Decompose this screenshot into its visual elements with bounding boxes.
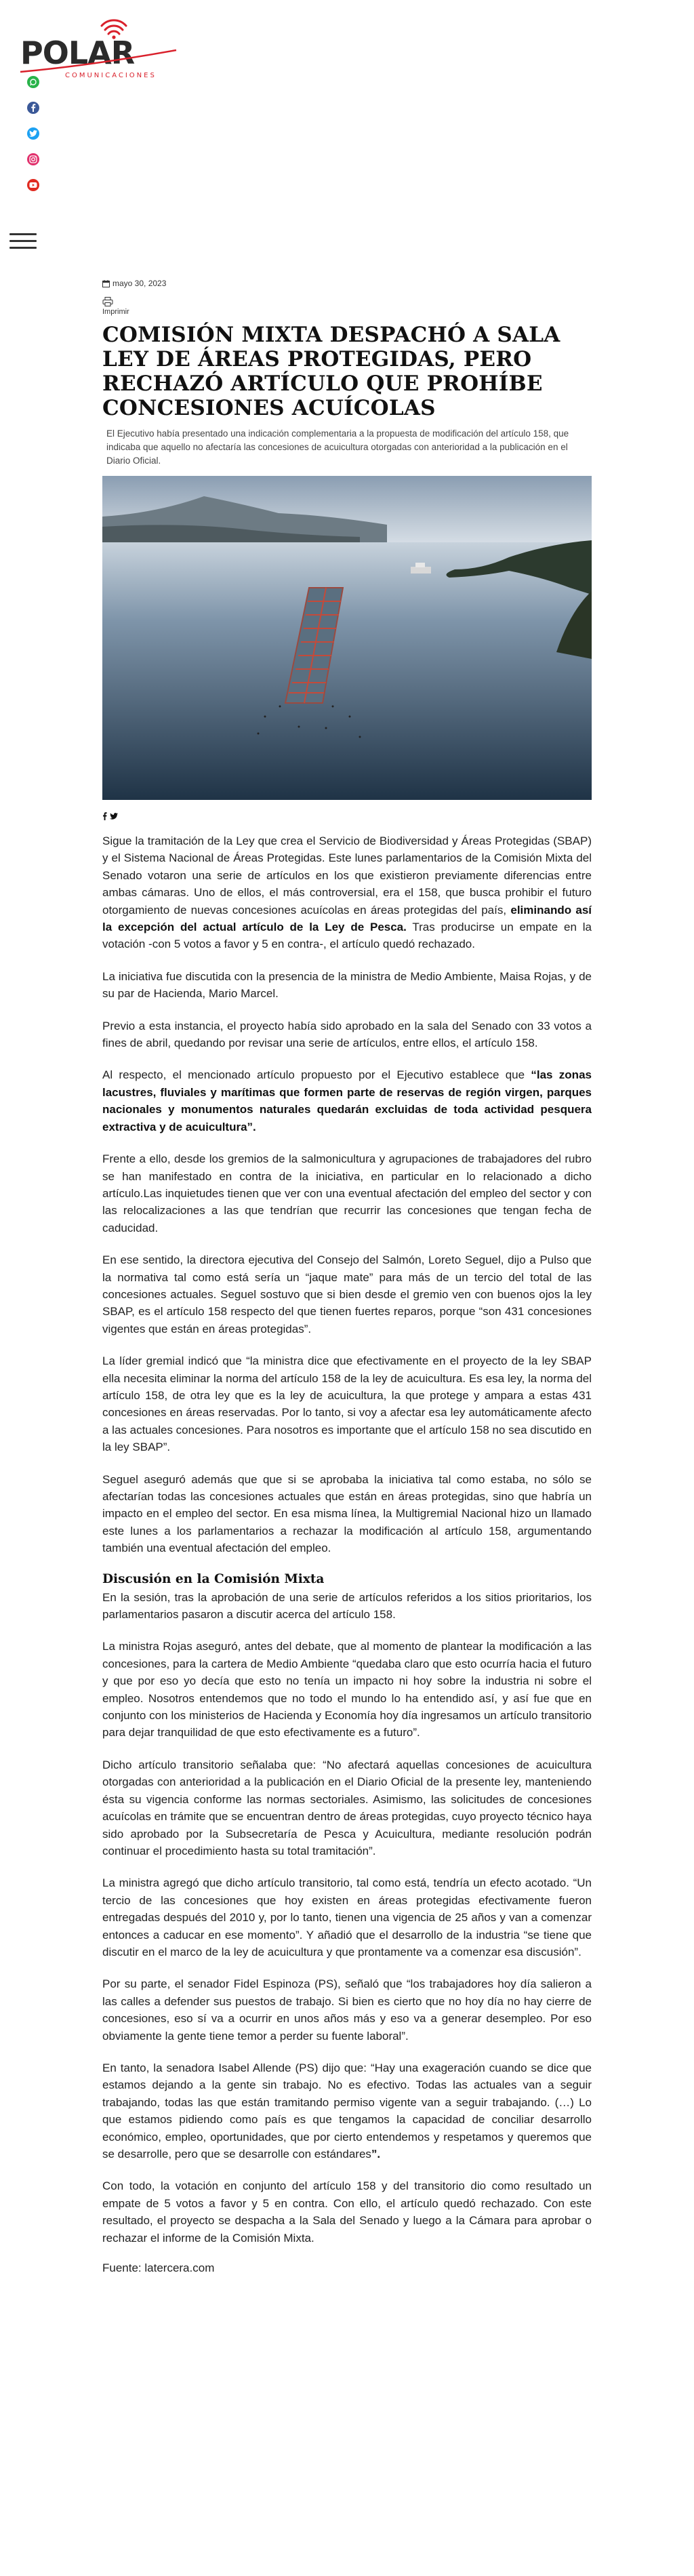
paragraph: En tanto, la senadora Isabel Allende (PS) dijo que: “Hay una exageración cuando se dice que estamos dejando a la gente sin trabajo. No es efectivo. Todas las actuales van a seguir trabajando, todas las que están tramitando permiso vigente van a seguir trabajando. (…) Lo que estamos pidiendo como país es que tengamos la capacidad de conciliar desarrollo económico, empleo, oportunidades, que por cierto entendemos y respetamos y queremos que se desarrolle, pero que se desarrolle con estándares”. [102, 2061, 592, 2160]
twitter-icon[interactable] [27, 127, 39, 140]
article-title: COMISIÓN MIXTA DESPACHÓ A SALA LEY DE ÁREAS PROTEGIDAS, PERO RECHAZÓ ARTÍCULO QUE PROHÍBE CONCESIONES ACUÍCOLAS [102, 323, 560, 420]
article-source: Fuente: latercera.com [102, 2261, 215, 2275]
paragraph: La ministra agregó que dicho artículo transitorio, tal como está, tendría un efecto acotado. “Un tercio de las concesiones que hoy existen en áreas protegidas efectivamente fueron entregadas después del 2010 y, por lo tanto, tienen una vigencia de 25 años y van a comenzar entonces a caducar en ese momento”. Y añadió que el desarrollo de la industria “se tiene que discutir en el marco de la ley de acuicultura y que prontamente va a comenzar esa discusión”. [102, 1876, 592, 1958]
menu-hamburger-icon[interactable] [9, 233, 37, 252]
paragraph: En la sesión, tras la aprobación de una serie de artículos referidos a los sitios prioritarios, los parlamentarios pasaron a discutir acerca del artículo 158. [102, 1590, 592, 1622]
youtube-icon[interactable] [27, 179, 39, 191]
calendar-icon [102, 280, 110, 287]
paragraph: Frente a ello, desde los gremios de la salmonicultura y agrupaciones de trabajadores del rubro se han manifestado en contra de la iniciativa, en particular en lo relacionado a dicho artículo.Las inquietudes tienen que ver con una eventual afectación del empleo del sector y con las relocalizaciones a las que tendrían que recurrir las concesiones que tengan fecha de caducidad. [102, 1152, 592, 1234]
facebook-share-icon[interactable] [102, 812, 107, 820]
paragraph: Sigue la tramitación de la Ley que crea el Servicio de Biodiversidad y Áreas Protegidas (SBAP) y el Sistema Nacional de Áreas Protegidas. Este lunes parlamentarios de la Comisión Mixta del Senado votaron una serie de artículos en los que existieron previamente diferencias entre ambas cámaras. Uno de ellos, el más controversial, era el 158, que busca prohibir el futuro otorgamiento de nuevas concesiones acuícolas en áreas protegidas del país, eliminando así la excepción del actual artículo de la Ley de Pesca. Tras producirse un empate en la votación -con 5 votos a favor y 5 en contra-, el artículo quedó rechazado. [102, 834, 592, 951]
facebook-icon[interactable] [27, 102, 39, 114]
paragraph: La ministra Rojas aseguró, antes del debate, que al momento de plantear la modificación a las concesiones, para la cartera de Medio Ambiente “quedaba claro que esto ocurría hacia el futuro y que por eso yo decía que esto no tenía un impacto ni hoy sobre la industria ni sobre el empleo. Nosotros entendemos que no todo el mundo lo ha entendido así, y así fue que en conjunto con los ministerios de Hacienda y Economía hoy día ingresamos un artículo transitorio para dejar tranquilidad de que esto efectivamente es a futuro”. [102, 1640, 592, 1739]
instagram-icon[interactable] [27, 153, 39, 165]
printer-icon [102, 297, 113, 306]
paragraph: Previo a esta instancia, el proyecto había sido aprobado en la sala del Senado con 33 votos a fines de abril, quedando por revisar una serie de artículos, entre ellos, el artículo 158. [102, 1019, 592, 1050]
social-links [27, 76, 41, 205]
bold-quote: “las zonas lacustres, fluviales y marítimas que formen parte de reservas de región virgen, parques nacionales y monumentos naturales quedarán excluidas de toda actividad pesquera extractiva y de acuicultura”. [102, 1068, 592, 1133]
paragraph: En ese sentido, la directora ejecutiva del Consejo del Salmón, Loreto Seguel, dijo a Pulso que la normativa tal como está sería un “jaque mate” para más de un tercio del total de las concesiones actuales. Seguel sostuvo que si bien desde el gremio ven con buenos ojos la ley SBAP, es el artículo 158 respecto del que tienen fuertes reparos, porque “son 431 concesiones vigentes que están en áreas protegidas”. [102, 1253, 592, 1335]
hero-image-salmon-farm [102, 476, 592, 800]
paragraph: Dicho artículo transitorio señalaba que: “No afectará aquellas concesiones de acuicultura otorgadas con anterioridad a la publicación en el Diario Oficial de la presente ley, manteniendo ésta su vigencia conforme las normas sectoriales. Asimismo, las solicitudes de concesiones acuícolas en trámite que se encuentran dentro de áreas protegidas, cuyo proyecto técnico haya sido aprobado por la Subsecretaría de Pesca y Acuicultura, mediante resolución podrán continuar el procedimiento hasta su total tramitación”. [102, 1758, 592, 1857]
logo-wordmark: POLAR [20, 35, 135, 71]
article [102, 278, 592, 2275]
date-text: mayo 30, 2023 [113, 279, 167, 288]
article-date [102, 278, 592, 289]
paragraph: Por su parte, el senador Fidel Espinoza (PS), señaló que “los trabajadores hoy día salieron a las calles a defender sus puestos de trabajo. Si bien es cierto que no hoy día no hay cierre de concesiones, eso sí va a ocurrir en unos años más y eso va a generar desempleo. Por eso obviamente la gente tiene temor a perder su fuente laboral”. [102, 1977, 592, 2042]
share-buttons [102, 811, 592, 822]
bold-text: eliminando así la excepción del actual artículo de la Ley de Pesca. [102, 903, 592, 934]
section-heading: Discusión en la Comisión Mixta [102, 1571, 325, 1586]
twitter-share-icon[interactable] [110, 813, 118, 820]
whatsapp-icon[interactable] [27, 76, 39, 88]
paragraph: La líder gremial indicó que “la ministra dice que efectivamente en el proyecto de la ley SBAP ella necesita eliminar la norma del artículo 158 de la ley de acuicultura. Es esa ley, la norma del artículo 158, de otra ley que es la ley de acuicultura, la que protege y ampara a estas 431 concesiones en áreas reservadas. Por lo tanto, si voy a afectar esa ley automáticamente afecto a las actuales concesiones. Para nosotros es importante que el artículo 158 no sea discutido en la ley SBAP”. [102, 1354, 592, 1454]
paragraph: La iniciativa fue discutida con la presencia de la ministra de Medio Ambiente, Maisa Rojas, y de su par de Hacienda, Mario Marcel. [102, 969, 592, 1001]
paragraph: Con todo, la votación en conjunto del artículo 158 y del transitorio dio como resultado un empate de 5 votos a favor y 5 en contra. Con ello, el artículo quedó rechazado. Con este resultado, el proyecto se despacha a la Sala del Senado y luego a la Cámara para aprobar o rechazar el informe de la Comisión Mixta. [102, 2179, 592, 2245]
print-button[interactable] [102, 297, 592, 316]
print-label: Imprimir [102, 308, 129, 316]
article-lead: El Ejecutivo había presentado una indicación complementaria a la propuesta de modificación del artículo 158, que indicaba que aquello no afectaría las concesiones de acuicultura otorgadas con anterioridad a la publicación en el Diario Oficial. [106, 428, 569, 466]
polar-logo[interactable] [19, 19, 188, 87]
logo-tagline: COMUNICACIONES [65, 72, 157, 79]
paragraph: Al respecto, el mencionado artículo propuesto por el Ejecutivo establece que “las zonas lacustres, fluviales y marítimas que formen parte de reservas de región virgen, parques nacionales y monumentos naturales quedarán excluidas de toda actividad pesquera extractiva y de acuicultura”. [102, 1068, 592, 1133]
article-body [102, 832, 592, 2275]
paragraph: Seguel aseguró además que que si se aprobaba la iniciativa tal como estaba, no sólo se afectarían todas las concesiones actuales que están en áreas protegidas, sino que habría un impacto en el empleo del sector. En esa misma línea, la Multigremial Nacional hizo un llamado este lunes a los parlamentarios a rechazar la modificación al artículo 158, argumentando también una eventual afectación del empleo. [102, 1472, 592, 1555]
